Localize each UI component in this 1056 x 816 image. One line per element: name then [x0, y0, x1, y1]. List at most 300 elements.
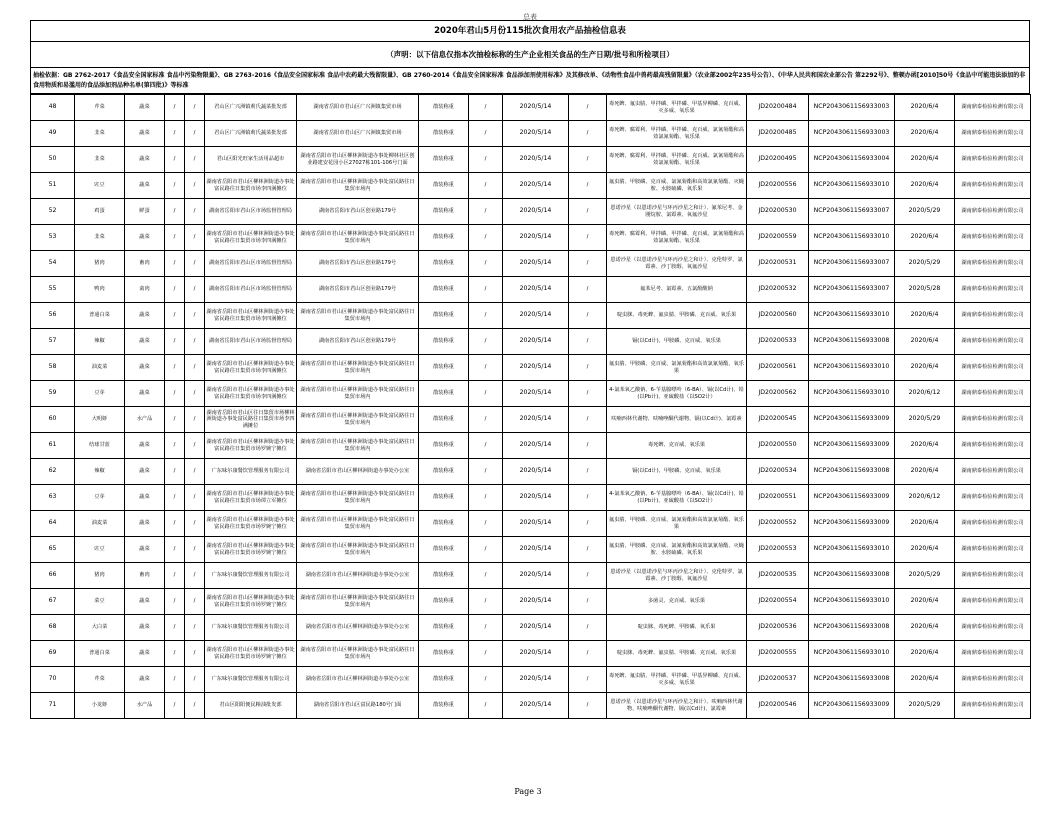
test-items: 氟虫腈、甲胺磷、克百威、氯氰菊酯和高效氯氰菊酯、灭蝇胺、水胺硫磷、氧乐果 — [607, 537, 747, 563]
report-number: NCP2043061156933010 — [809, 641, 895, 667]
testing-organization: 湖南鼎泰检验检测有限公司 — [955, 381, 1031, 407]
sample-id: JD20200533 — [747, 329, 809, 355]
sampling-date: 2020/5/14 — [503, 121, 569, 147]
testing-organization: 湖南鼎泰检验检测有限公司 — [955, 277, 1031, 303]
blank-cell: / — [165, 563, 185, 589]
row-number: 61 — [31, 433, 75, 459]
table-row — [31, 641, 1031, 667]
table-row — [31, 225, 1031, 251]
food-category: 畜肉 — [125, 563, 165, 589]
row-number: 67 — [31, 589, 75, 615]
row-number: 48 — [31, 95, 75, 121]
seller-address: 湖南省岳阳市君山区柳林洲街道办事处富民路往日集贸市场内 — [297, 511, 419, 537]
sample-name: 结球甘蓝 — [75, 433, 125, 459]
sample-id: JD20200532 — [747, 277, 809, 303]
sample-id: JD20200555 — [747, 641, 809, 667]
blank-cell: / — [165, 121, 185, 147]
table-row — [31, 511, 1031, 537]
specification: 散装称重 — [419, 485, 469, 511]
report-date: 2020/6/12 — [895, 485, 955, 511]
blank-cell: / — [469, 693, 503, 719]
blank-cell: / — [165, 589, 185, 615]
report-number: NCP2043061156933009 — [809, 407, 895, 433]
testing-organization: 湖南鼎泰检验检测有限公司 — [955, 693, 1031, 719]
specification: 散装称重 — [419, 355, 469, 381]
seller-name: 湖南省岳阳市君山区柳林洲街道办事处富民路往日集贸市场李四满摊位 — [205, 303, 297, 329]
sample-id: JD20200552 — [747, 511, 809, 537]
food-category: 蔬菜 — [125, 95, 165, 121]
blank-cell: / — [185, 173, 205, 199]
blank-cell: / — [469, 225, 503, 251]
food-category: 畜肉 — [125, 251, 165, 277]
seller-name: 湖南省岳阳市君山区柳林洲街道办事处富民路往日集贸市场罗婉宁摊位 — [205, 511, 297, 537]
seller-address: 湖南省岳阳市君山区柳林洲街道办事处办公室 — [297, 615, 419, 641]
blank-cell: / — [165, 641, 185, 667]
sheet-name: 总表 — [523, 13, 537, 21]
seller-address: 湖南省岳阳市君山区富民路180号门面 — [297, 693, 419, 719]
food-category: 蔬菜 — [125, 589, 165, 615]
sampling-date: 2020/5/14 — [503, 199, 569, 225]
blank-cell: / — [569, 251, 607, 277]
report-date: 2020/5/29 — [895, 563, 955, 589]
blank-cell: / — [469, 381, 503, 407]
sample-name: 普通白菜 — [75, 641, 125, 667]
sample-name: 油麦菜 — [75, 355, 125, 381]
test-items: 毒死蜱、氟虫腈、甲拌磷、甲拌磷、甲基异柳磷、克百威、灭多威、氧乐果 — [607, 667, 747, 693]
table-row — [31, 329, 1031, 355]
testing-organization: 湖南鼎泰检验检测有限公司 — [955, 563, 1031, 589]
blank-cell: / — [165, 693, 185, 719]
sample-id: JD20200531 — [747, 251, 809, 277]
blank-cell: / — [569, 95, 607, 121]
report-title: 2020年君山5月份115批次食用农产品抽检信息表 — [30, 20, 1030, 42]
report-number: NCP2043061156933010 — [809, 381, 895, 407]
page-footer: Page 3 — [514, 787, 542, 796]
table-row — [31, 147, 1031, 173]
blank-cell: / — [569, 225, 607, 251]
seller-address: 湖南省岳阳市君山区柳林洲街道办事处富民路往日集贸市场内 — [297, 173, 419, 199]
seller-name: 君山区广兴洲镇莉氏蔬菜批发部 — [205, 121, 297, 147]
report-number: NCP2043061156933008 — [809, 563, 895, 589]
sample-name: 辣椒 — [75, 459, 125, 485]
testing-organization: 湖南鼎泰检验检测有限公司 — [955, 667, 1031, 693]
row-number: 60 — [31, 407, 75, 433]
specification: 散装称重 — [419, 225, 469, 251]
row-number: 68 — [31, 615, 75, 641]
blank-cell: / — [469, 121, 503, 147]
blank-cell: / — [569, 667, 607, 693]
blank-cell: / — [165, 147, 185, 173]
blank-cell: / — [469, 641, 503, 667]
seller-name: 湖南省岳阳市君山区柳林洲街道办事处富民路往日集贸市场罗婉宁摊位 — [205, 433, 297, 459]
test-items: 毒死蜱、克百威、氧乐果 — [607, 433, 747, 459]
seller-address: 湖南省岳阳市君山区柳林洲街道办事处富民路往日集贸市场内 — [297, 589, 419, 615]
specification: 散装称重 — [419, 589, 469, 615]
sample-name: 豇豆 — [75, 173, 125, 199]
report-number: NCP2043061156933009 — [809, 485, 895, 511]
report-date: 2020/6/4 — [895, 355, 955, 381]
report-number: NCP2043061156933007 — [809, 277, 895, 303]
inspection-table — [30, 94, 1031, 719]
report-date: 2020/6/4 — [895, 459, 955, 485]
report-number: NCP2043061156933010 — [809, 303, 895, 329]
blank-cell: / — [165, 303, 185, 329]
row-number: 66 — [31, 563, 75, 589]
blank-cell: / — [185, 641, 205, 667]
sampling-date: 2020/5/14 — [503, 433, 569, 459]
specification: 散装称重 — [419, 563, 469, 589]
sample-name: 普通白菜 — [75, 303, 125, 329]
specification: 散装称重 — [419, 95, 469, 121]
sample-name: 菜豆 — [75, 589, 125, 615]
blank-cell: / — [469, 537, 503, 563]
sample-id: JD20200495 — [747, 147, 809, 173]
food-category: 蔬菜 — [125, 511, 165, 537]
testing-organization: 湖南鼎泰检验检测有限公司 — [955, 173, 1031, 199]
report-date: 2020/6/4 — [895, 225, 955, 251]
blank-cell: / — [569, 303, 607, 329]
report-number: NCP2043061156933008 — [809, 615, 895, 641]
blank-cell: / — [185, 147, 205, 173]
sampling-date: 2020/5/14 — [503, 615, 569, 641]
report-date: 2020/6/4 — [895, 589, 955, 615]
seller-address: 湖南省岳阳市君山区创业路179号 — [297, 277, 419, 303]
report-date: 2020/6/4 — [895, 303, 955, 329]
specification: 散装称重 — [419, 537, 469, 563]
test-items: 氟虫腈、甲胺磷、克百威、氯氰菊酯和高效氯氰菊酯、氧乐果 — [607, 355, 747, 381]
blank-cell: / — [165, 459, 185, 485]
blank-cell: / — [185, 511, 205, 537]
specification: 散装称重 — [419, 459, 469, 485]
test-items: 镉(以Cd计)、甲胺磷、克百威、氧乐果 — [607, 329, 747, 355]
blank-cell: / — [185, 407, 205, 433]
testing-organization: 湖南鼎泰检验检测有限公司 — [955, 199, 1031, 225]
table-row — [31, 251, 1031, 277]
blank-cell: / — [165, 173, 185, 199]
table-row — [31, 355, 1031, 381]
sample-id: JD20200534 — [747, 459, 809, 485]
food-category: 蔬菜 — [125, 173, 165, 199]
seller-name: 湖南省岳阳市君山区柳林洲街道办事处富民路往日集贸市场罗婉宁摊位 — [205, 589, 297, 615]
specification: 散装称重 — [419, 303, 469, 329]
food-category: 蔬菜 — [125, 303, 165, 329]
blank-cell: / — [469, 563, 503, 589]
seller-name: 君山区阳阳便民粮油批发部 — [205, 693, 297, 719]
sample-id: JD20200536 — [747, 615, 809, 641]
row-number: 51 — [31, 173, 75, 199]
test-items: 恩诺沙星（以恩诺沙星与环丙沙星之和计）、克伦特罗、氯霉素、沙丁胺醇、氧氟沙星 — [607, 563, 747, 589]
blank-cell: / — [469, 199, 503, 225]
test-items: 4-氯苯氧乙酸钠、6-苄基腺嘌呤（6-BA）、镉(以Cd计)、铅(以Pb计)、亚硫酸盐（以SO2计） — [607, 485, 747, 511]
table-row — [31, 381, 1031, 407]
seller-address: 湖南省岳阳市君山区柳林洲街道办事处富民路往日集贸市场内 — [297, 485, 419, 511]
seller-name: 湖南省岳阳市君山区柳林洲街道办事处富民路往日集贸市场李四满摊位 — [205, 173, 297, 199]
seller-name: 湖南省岳阳市君山区柳林洲街道办事处富民路往日集贸市场谭立军摊位 — [205, 485, 297, 511]
sampling-date: 2020/5/14 — [503, 303, 569, 329]
specification: 散装称重 — [419, 407, 469, 433]
testing-organization: 湖南鼎泰检验检测有限公司 — [955, 589, 1031, 615]
table-row — [31, 277, 1031, 303]
sample-id: JD20200560 — [747, 303, 809, 329]
blank-cell: / — [569, 589, 607, 615]
sample-name: 猪肉 — [75, 251, 125, 277]
seller-name: 湖南省岳阳市君山区柳林洲街道办事处富民路往日集贸市场李四满摊位 — [205, 381, 297, 407]
row-number: 52 — [31, 199, 75, 225]
sample-name: 鸡蛋 — [75, 199, 125, 225]
sample-id: JD20200562 — [747, 381, 809, 407]
food-category: 蔬菜 — [125, 433, 165, 459]
test-items: 啶虫脒、毒死蜱、甲胺磷、氧乐果 — [607, 615, 747, 641]
table-row — [31, 615, 1031, 641]
sampling-date: 2020/5/14 — [503, 563, 569, 589]
test-items: 毒死蜱、腐霉利、甲拌磷、甲拌磷、克百威、氯氰菊酯和高效氯氰菊酯、氧乐果 — [607, 121, 747, 147]
blank-cell: / — [185, 95, 205, 121]
table-row — [31, 693, 1031, 719]
blank-cell: / — [165, 537, 185, 563]
food-category: 蔬菜 — [125, 537, 165, 563]
sample-id: JD20200550 — [747, 433, 809, 459]
seller-address: 湖南省岳阳市君山区创业路179号 — [297, 199, 419, 225]
sampling-date: 2020/5/14 — [503, 511, 569, 537]
sample-id: JD20200559 — [747, 225, 809, 251]
row-number: 49 — [31, 121, 75, 147]
seller-address: 湖南省岳阳市君山区柳林洲街道办事处富民路往日集贸市场内 — [297, 433, 419, 459]
blank-cell: / — [165, 251, 185, 277]
blank-cell: / — [569, 381, 607, 407]
sampling-date: 2020/5/14 — [503, 173, 569, 199]
seller-address: 湖南省岳阳市君山区柳林洲街道办事处富民路往日集贸市场内 — [297, 407, 419, 433]
report-number: NCP2043061156933010 — [809, 589, 895, 615]
specification: 散装称重 — [419, 641, 469, 667]
blank-cell: / — [185, 563, 205, 589]
sample-id: JD20200561 — [747, 355, 809, 381]
test-items: 氟虫腈、甲胺磷、克百威、氯氰菊酯和高效氯氰菊酯、灭蝇胺、水胺硫磷、氧乐果 — [607, 173, 747, 199]
sample-id: JD20200554 — [747, 589, 809, 615]
sample-id: JD20200553 — [747, 537, 809, 563]
test-items: 多菌灵、克百威、氧乐果 — [607, 589, 747, 615]
test-items: 镉(以Cd计)、甲胺磷、克百威、氧乐果 — [607, 459, 747, 485]
sampling-date: 2020/5/14 — [503, 459, 569, 485]
sample-name: 韭菜 — [75, 225, 125, 251]
blank-cell: / — [469, 355, 503, 381]
blank-cell: / — [469, 329, 503, 355]
food-category: 水产品 — [125, 693, 165, 719]
testing-organization: 湖南鼎泰检验检测有限公司 — [955, 95, 1031, 121]
report-date: 2020/6/4 — [895, 537, 955, 563]
blank-cell: / — [569, 511, 607, 537]
blank-cell: / — [469, 433, 503, 459]
report-number: NCP2043061156933008 — [809, 329, 895, 355]
table-row — [31, 485, 1031, 511]
blank-cell: / — [185, 485, 205, 511]
sample-name: 豆芽 — [75, 381, 125, 407]
food-category: 水产品 — [125, 407, 165, 433]
blank-cell: / — [185, 251, 205, 277]
blank-cell: / — [469, 303, 503, 329]
sampling-date: 2020/5/14 — [503, 667, 569, 693]
test-items: 啶虫脒、毒死蜱、氟虫腈、甲胺磷、克百威、氧乐果 — [607, 303, 747, 329]
row-number: 63 — [31, 485, 75, 511]
sample-id: JD20200537 — [747, 667, 809, 693]
seller-name: 君山区阳光旺家生活用品超市 — [205, 147, 297, 173]
seller-name: 湖南省岳阳市君山区柳林洲街道办事处富民路往日集贸市场李四满摊位 — [205, 355, 297, 381]
testing-organization: 湖南鼎泰检验检测有限公司 — [955, 251, 1031, 277]
sample-name: 鸭肉 — [75, 277, 125, 303]
sample-name: 芹菜 — [75, 95, 125, 121]
seller-address: 湖南省岳阳市君山区广兴洲镇集贸市场 — [297, 95, 419, 121]
blank-cell: / — [165, 95, 185, 121]
blank-cell: / — [185, 589, 205, 615]
report-number: NCP2043061156933009 — [809, 433, 895, 459]
blank-cell: / — [469, 511, 503, 537]
row-number: 65 — [31, 537, 75, 563]
blank-cell: / — [469, 485, 503, 511]
sampling-date: 2020/5/14 — [503, 95, 569, 121]
sampling-date: 2020/5/14 — [503, 277, 569, 303]
blank-cell: / — [165, 667, 185, 693]
row-number: 53 — [31, 225, 75, 251]
row-number: 69 — [31, 641, 75, 667]
seller-address: 湖南省岳阳市君山区柳林洲街道办事处富民路往日集贸市场内 — [297, 537, 419, 563]
blank-cell: / — [185, 693, 205, 719]
blank-cell: / — [165, 199, 185, 225]
sample-name: 油麦菜 — [75, 511, 125, 537]
blank-cell: / — [569, 147, 607, 173]
testing-organization: 湖南鼎泰检验检测有限公司 — [955, 407, 1031, 433]
seller-address: 湖南省岳阳市君山区柳林洲街道办事处富民路往日集贸市场内 — [297, 641, 419, 667]
row-number: 50 — [31, 147, 75, 173]
sample-name: 豆芽 — [75, 485, 125, 511]
blank-cell: / — [469, 173, 503, 199]
report-number: NCP2043061156933007 — [809, 251, 895, 277]
table-row — [31, 95, 1031, 121]
test-items: 恩诺沙星（以恩诺沙星与环丙沙星之和计）、呋喃西林代谢物、呋喃唑酮代谢物、镉(以Cd计)、氯霉素 — [607, 693, 747, 719]
sampling-date: 2020/5/14 — [503, 225, 569, 251]
test-items: 毒死蜱、腐霉利、甲拌磷、甲拌磷、克百威、氯氰菊酯和高效氯氰菊酯、氧乐果 — [607, 147, 747, 173]
blank-cell: / — [569, 693, 607, 719]
table-row — [31, 199, 1031, 225]
blank-cell: / — [185, 355, 205, 381]
report-date: 2020/5/29 — [895, 693, 955, 719]
sample-id: JD20200545 — [747, 407, 809, 433]
sample-name: 豇豆 — [75, 537, 125, 563]
report-sheet — [30, 13, 1030, 719]
testing-organization: 湖南鼎泰检验检测有限公司 — [955, 485, 1031, 511]
blank-cell: / — [185, 459, 205, 485]
table-row — [31, 121, 1031, 147]
blank-cell: / — [469, 615, 503, 641]
report-number: NCP2043061156933010 — [809, 225, 895, 251]
table-row — [31, 537, 1031, 563]
sample-id: JD20200484 — [747, 95, 809, 121]
seller-name: 湖南省岳阳市君山区市场监督管理局 — [205, 329, 297, 355]
food-category: 蔬菜 — [125, 225, 165, 251]
blank-cell: / — [569, 615, 607, 641]
blank-cell: / — [165, 615, 185, 641]
blank-cell: / — [165, 433, 185, 459]
sampling-date: 2020/5/14 — [503, 329, 569, 355]
seller-address: 湖南省岳阳市君山区柳林洲街道办事处富民路往日集贸市场内 — [297, 225, 419, 251]
blank-cell: / — [165, 407, 185, 433]
sample-id: JD20200556 — [747, 173, 809, 199]
blank-cell: / — [569, 173, 607, 199]
report-number: NCP2043061156933010 — [809, 173, 895, 199]
seller-name: 君山区广兴洲镇莉氏蔬菜批发部 — [205, 95, 297, 121]
report-date: 2020/6/4 — [895, 95, 955, 121]
table-row — [31, 303, 1031, 329]
sampling-date: 2020/5/14 — [503, 589, 569, 615]
report-date: 2020/6/4 — [895, 615, 955, 641]
row-number: 59 — [31, 381, 75, 407]
seller-name: 湖南省岳阳市君山区柳林洲街道办事处富民路往日集贸市场李四满摊位 — [205, 225, 297, 251]
food-category: 蔬菜 — [125, 641, 165, 667]
food-category: 鲜蛋 — [125, 199, 165, 225]
sampling-date: 2020/5/14 — [503, 355, 569, 381]
blank-cell: / — [165, 329, 185, 355]
specification: 散装称重 — [419, 693, 469, 719]
food-category: 禽肉 — [125, 277, 165, 303]
sample-id: JD20200485 — [747, 121, 809, 147]
food-category: 蔬菜 — [125, 329, 165, 355]
table-row — [31, 667, 1031, 693]
blank-cell: / — [469, 147, 503, 173]
seller-name: 广东味尔康餐饮管理服务有限公司 — [205, 667, 297, 693]
report-date: 2020/6/4 — [895, 433, 955, 459]
sample-name: 韭菜 — [75, 121, 125, 147]
report-number: NCP2043061156933009 — [809, 511, 895, 537]
seller-name: 广东味尔康餐饮管理服务有限公司 — [205, 459, 297, 485]
row-number: 57 — [31, 329, 75, 355]
report-date: 2020/6/4 — [895, 173, 955, 199]
sample-id: JD20200530 — [747, 199, 809, 225]
specification: 散装称重 — [419, 121, 469, 147]
food-category: 蔬菜 — [125, 459, 165, 485]
blank-cell: / — [569, 433, 607, 459]
table-row — [31, 589, 1031, 615]
food-category: 蔬菜 — [125, 355, 165, 381]
test-items: 呋喃西林代谢物、呋喃唑酮代谢物、镉(以Cd计)、氯霉素 — [607, 407, 747, 433]
specification: 散装称重 — [419, 329, 469, 355]
blank-cell: / — [165, 485, 185, 511]
blank-cell: / — [185, 329, 205, 355]
report-date: 2020/5/29 — [895, 407, 955, 433]
row-number: 64 — [31, 511, 75, 537]
specification: 散装称重 — [419, 251, 469, 277]
seller-name: 湖南省岳阳市君山区市场监督管理局 — [205, 199, 297, 225]
blank-cell: / — [165, 381, 185, 407]
specification: 散装称重 — [419, 433, 469, 459]
seller-address: 湖南省岳阳市君山区柳林洲街道办事处办公室 — [297, 459, 419, 485]
row-number: 62 — [31, 459, 75, 485]
seller-address: 湖南省岳阳市君山区创业路179号 — [297, 251, 419, 277]
blank-cell: / — [569, 563, 607, 589]
blank-cell: / — [185, 667, 205, 693]
testing-organization: 湖南鼎泰检验检测有限公司 — [955, 121, 1031, 147]
sample-id: JD20200551 — [747, 485, 809, 511]
food-category: 蔬菜 — [125, 615, 165, 641]
report-date: 2020/6/4 — [895, 329, 955, 355]
testing-organization: 湖南鼎泰检验检测有限公司 — [955, 433, 1031, 459]
specification: 散装称重 — [419, 615, 469, 641]
test-items: 恩诺沙星（以恩诺沙星与环丙沙星之和计）、克伦特罗、氯霉素、沙丁胺醇、氧氟沙星 — [607, 251, 747, 277]
blank-cell: / — [569, 329, 607, 355]
table-row — [31, 173, 1031, 199]
blank-cell: / — [469, 667, 503, 693]
seller-name: 湖南省岳阳市君山区柳林洲街道办事处富民路往日集贸市场罗婉宁摊位 — [205, 537, 297, 563]
blank-cell: / — [185, 537, 205, 563]
seller-name: 湖南省岳阳市君山区柳林洲街道办事处富民路往日集贸市场罗婉宁摊位 — [205, 641, 297, 667]
blank-cell: / — [469, 251, 503, 277]
